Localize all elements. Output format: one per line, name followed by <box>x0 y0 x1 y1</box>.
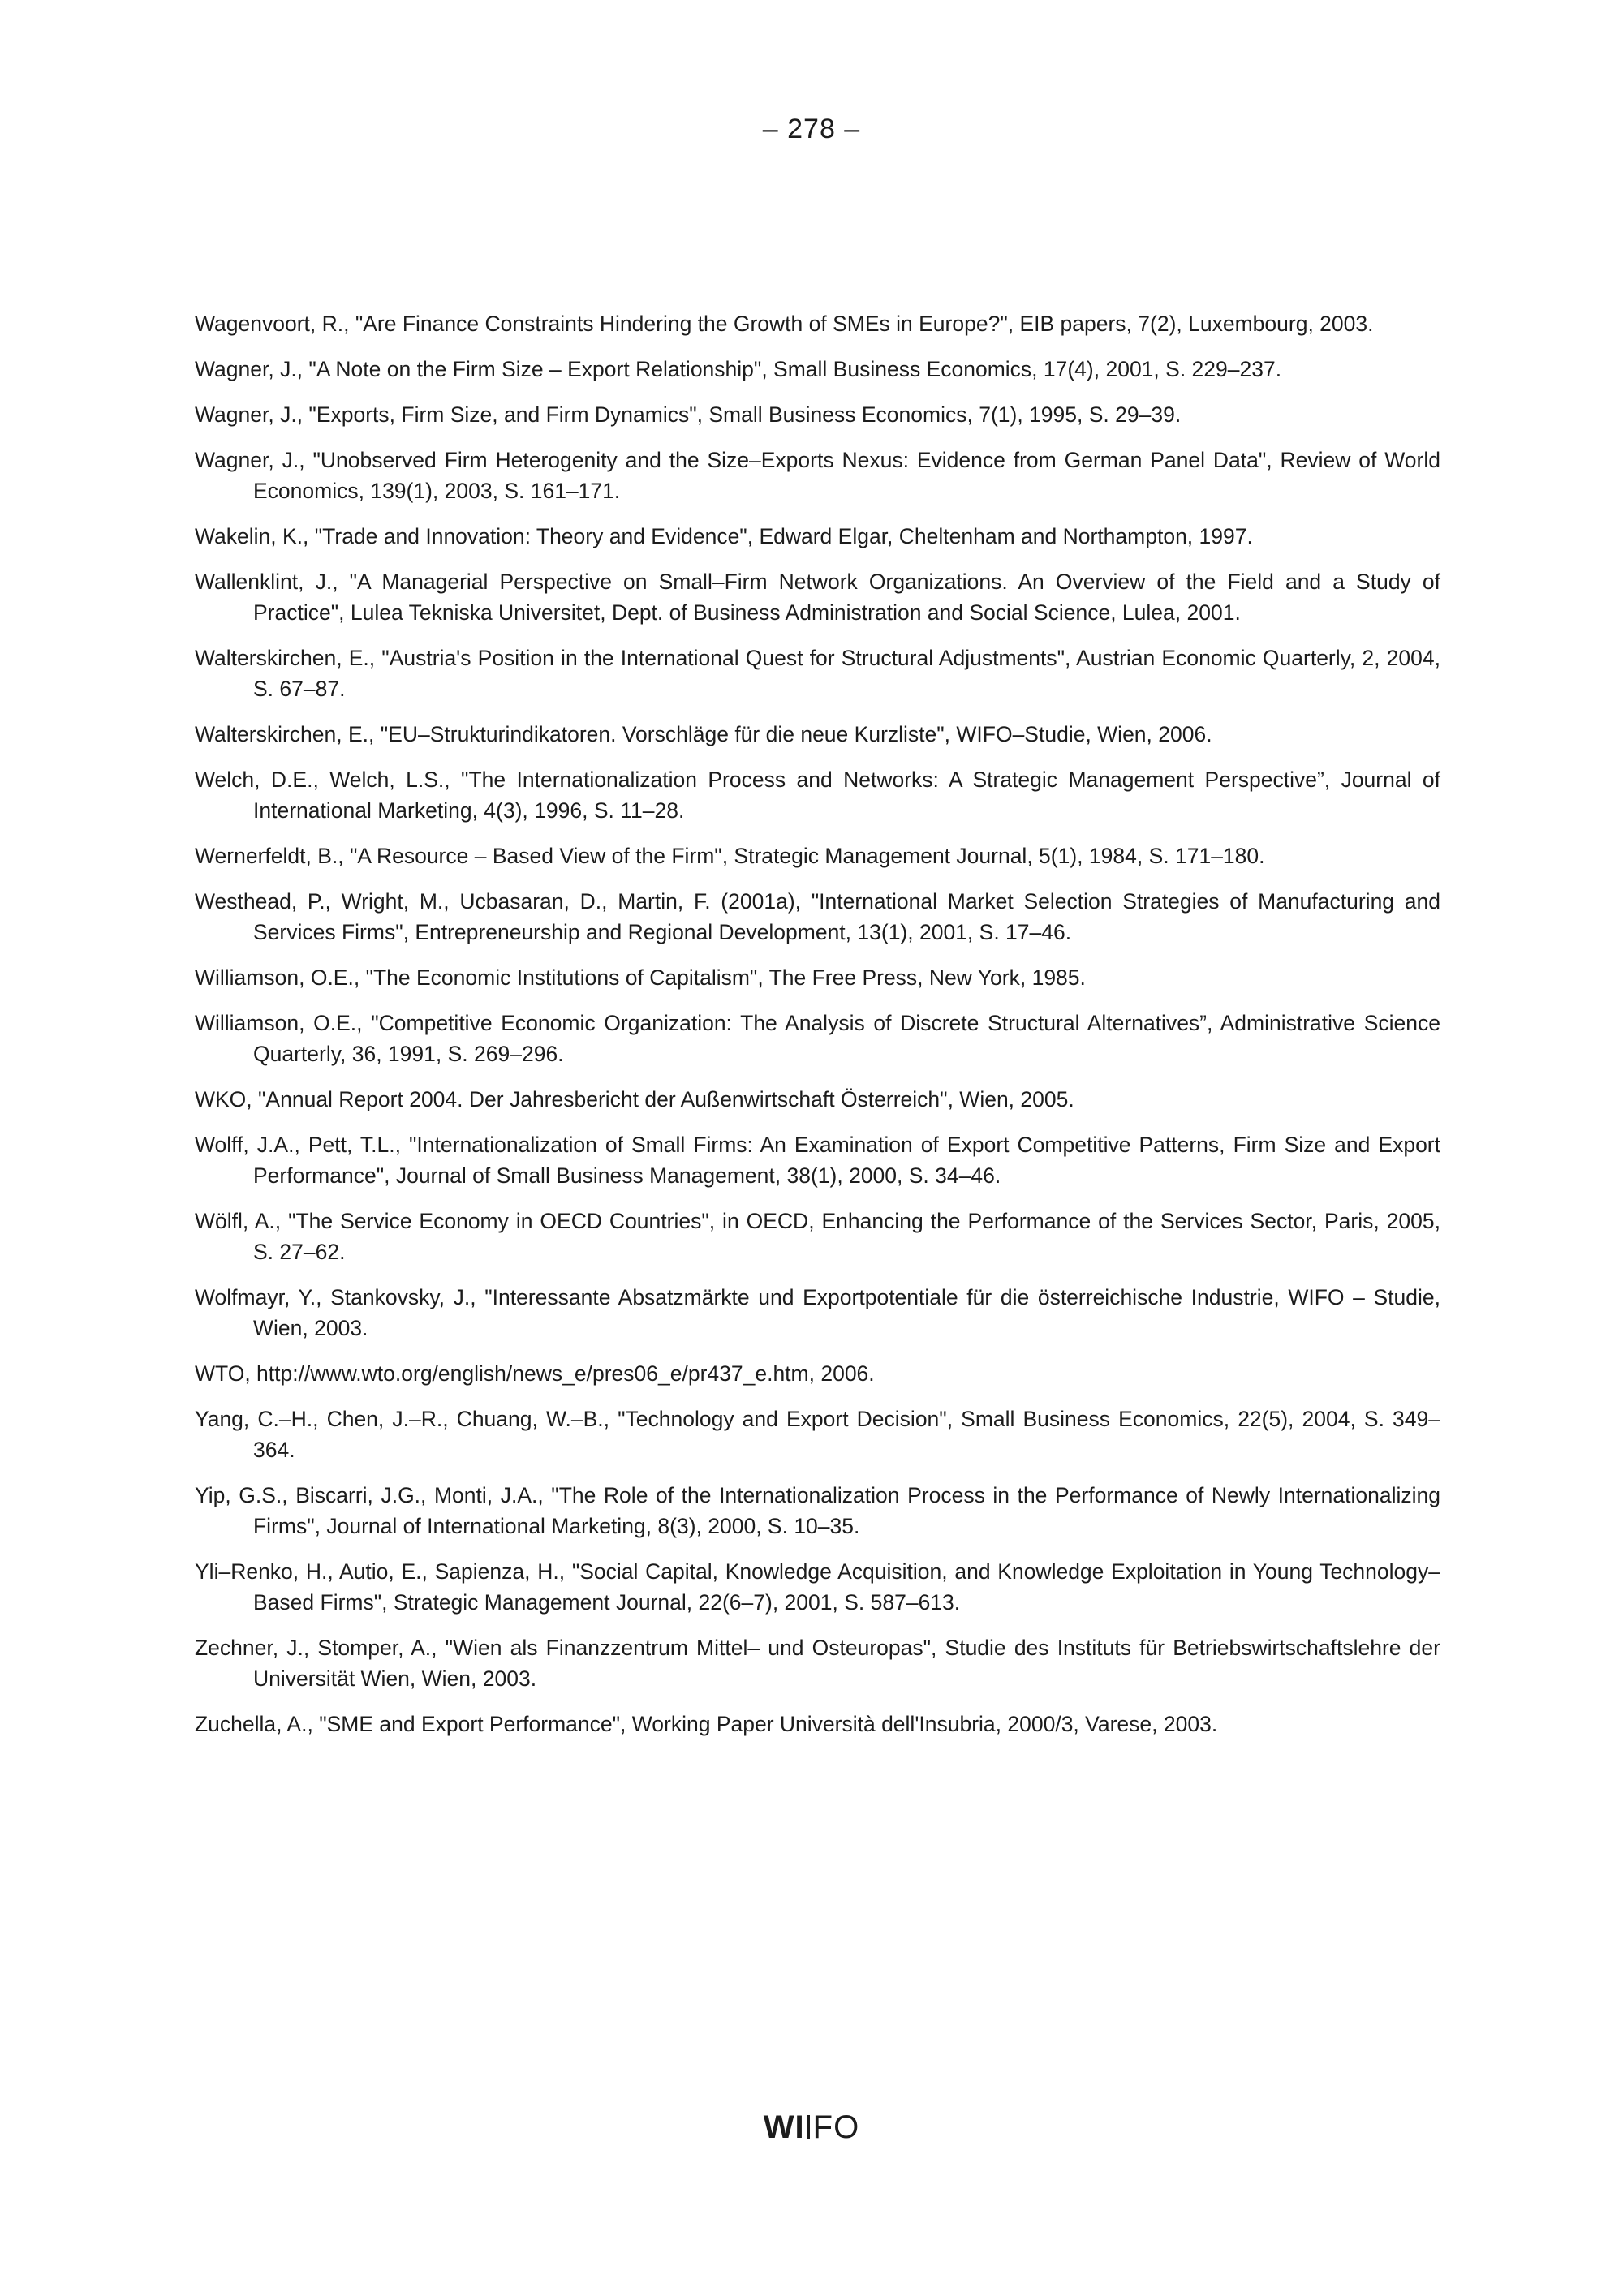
reference-item: Wernerfeldt, B., "A Resource – Based View of the Firm", Strategic Management Journal, 5(1), 1984, S. 171–180. <box>195 844 1265 868</box>
reference-item: Wallenklint, J., "A Managerial Perspective on Small–Firm Network Organizations. An Overview of the Field and a Study of Practice", Lulea Tekniska Universitet, Dept. of Business Administration and Social Science, Lulea, 2001. <box>195 570 1440 625</box>
reference-item: Yang, C.–H., Chen, J.–R., Chuang, W.–B., "Technology and Export Decision", Small Business Economics, 22(5), 2004, S. 349–364. <box>195 1407 1440 1462</box>
reference-item: Williamson, O.E., "Competitive Economic Organization: The Analysis of Discrete Structural Alternatives”, Administrative Science Quarterly, 36, 1991, S. 269–296. <box>195 1011 1440 1066</box>
logo-divider <box>807 2115 810 2139</box>
reference-item: Walterskirchen, E., "EU–Strukturindikatoren. Vorschläge für die neue Kurzliste", WIFO–Studie, Wien, 2006. <box>195 722 1212 746</box>
reference-item: Westhead, P., Wright, M., Ucbasaran, D., Martin, F. (2001a), "International Market Selection Strategies of Manufacturing and Services Firms", Entrepreneurship and Regional Development, 13(1), 2001, S. 17–46. <box>195 889 1440 944</box>
logo-text-left: WI <box>763 2109 805 2145</box>
reference-item: Wölfl, A., "The Service Economy in OECD Countries", in OECD, Enhancing the Performance of the Services Sector, Paris, 2005, S. 27–62. <box>195 1209 1440 1264</box>
reference-item: Wolfmayr, Y., Stankovsky, J., "Interessante Absatzmärkte und Exportpotentiale für die österreichische Industrie, WIFO – Studie, Wien, 2003. <box>195 1285 1440 1340</box>
reference-item: Welch, D.E., Welch, L.S., "The Internationalization Process and Networks: A Strategic Management Perspective”, Journal of International Marketing, 4(3), 1996, S. 11–28. <box>195 767 1440 823</box>
reference-list <box>195 308 1440 1754</box>
logo-text-right: FO <box>812 2109 860 2145</box>
reference-item: Yli–Renko, H., Autio, E., Sapienza, H., "Social Capital, Knowledge Acquisition, and Knowledge Exploitation in Young Technology–Based Firms", Strategic Management Journal, 22(6–7), 2001, S. 587–613. <box>195 1559 1440 1615</box>
reference-item: WKO, "Annual Report 2004. Der Jahresbericht der Außenwirtschaft Österreich", Wien, 2005. <box>195 1087 1074 1111</box>
reference-item: Wagner, J., "Unobserved Firm Heterogenity and the Size–Exports Nexus: Evidence from German Panel Data", Review of World Economics, 139(1), 2003, S. 161–171. <box>195 448 1440 503</box>
reference-item: Wagenvoort, R., "Are Finance Constraints Hindering the Growth of SMEs in Europe?", EIB papers, 7(2), Luxembourg, 2003. <box>195 312 1374 336</box>
reference-item: WTO, http://www.wto.org/english/news_e/pres06_e/pr437_e.htm, 2006. <box>195 1361 875 1386</box>
page-number: – 278 – <box>762 114 861 144</box>
reference-item: Wagner, J., "Exports, Firm Size, and Firm Dynamics", Small Business Economics, 7(1), 1995, S. 29–39. <box>195 402 1182 427</box>
reference-item: Yip, G.S., Biscarri, J.G., Monti, J.A., "The Role of the Internationalization Process in the Performance of Newly Internationalizing Firms", Journal of International Marketing, 8(3), 2000, S. 10–35. <box>195 1483 1440 1538</box>
reference-item: Williamson, O.E., "The Economic Institutions of Capitalism", The Free Press, New York, 1985. <box>195 965 1086 990</box>
reference-item: Wagner, J., "A Note on the Firm Size – Export Relationship", Small Business Economics, 17(4), 2001, S. 229–237. <box>195 357 1282 381</box>
reference-item: Wolff, J.A., Pett, T.L., "Internationalization of Small Firms: An Examination of Export Competitive Patterns, Firm Size and Export Performance", Journal of Small Business Management, 38(1), 2000, S. 34–46. <box>195 1133 1440 1188</box>
reference-item: Walterskirchen, E., "Austria's Position in the International Quest for Structural Adjustments", Austrian Economic Quarterly, 2, 2004, S. 67–87. <box>195 646 1440 701</box>
reference-item: Zuchella, A., "SME and Export Performance", Working Paper Università dell'Insubria, 2000/3, Varese, 2003. <box>195 1712 1218 1736</box>
reference-item: Wakelin, K., "Trade and Innovation: Theory and Evidence", Edward Elgar, Cheltenham and Northampton, 1997. <box>195 524 1253 548</box>
reference-item: Zechner, J., Stomper, A., "Wien als Finanzzentrum Mittel– und Osteuropas", Studie des Instituts für Betriebswirtschaftslehre der Universität Wien, Wien, 2003. <box>195 1636 1440 1691</box>
wifo-logo <box>0 2109 1623 2146</box>
